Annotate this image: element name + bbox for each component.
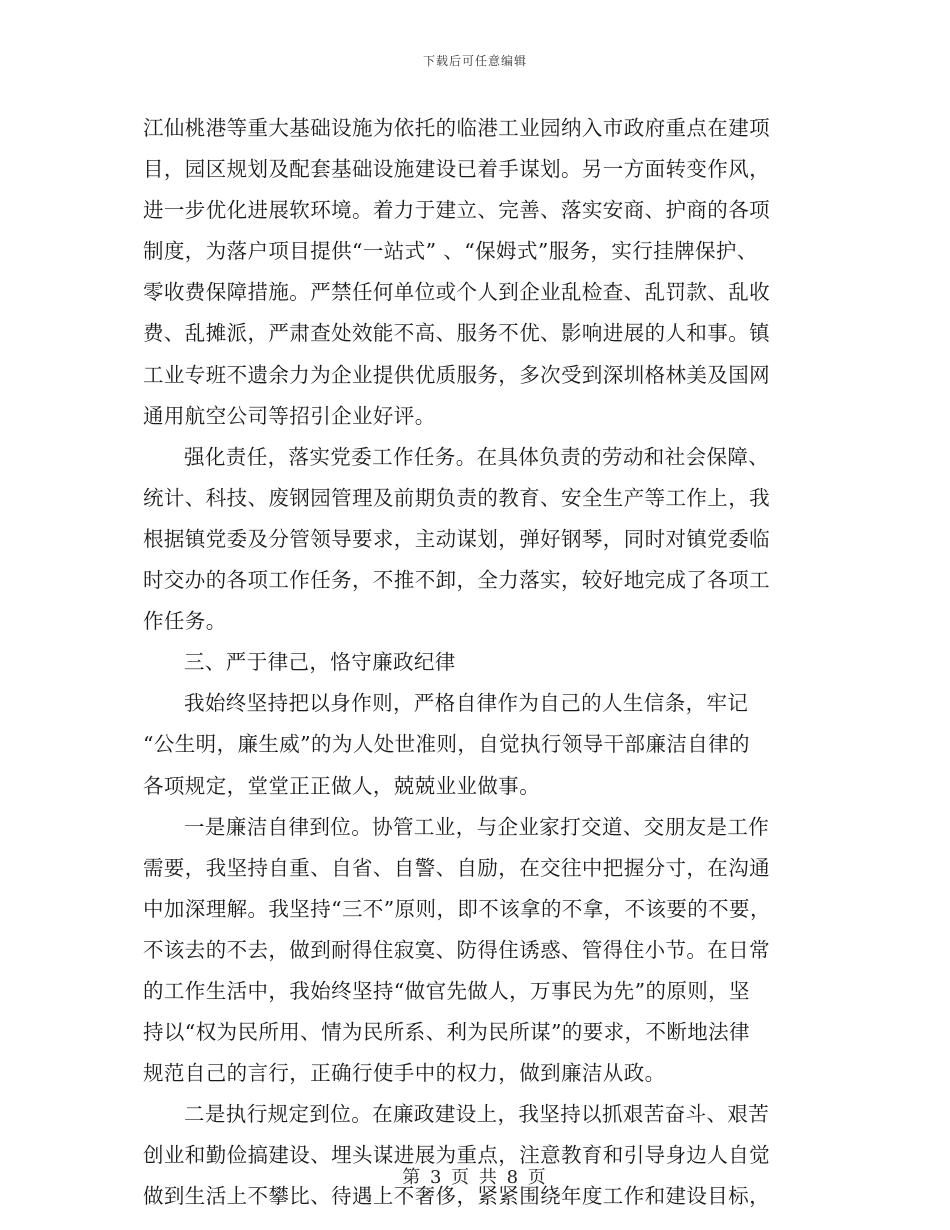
paragraph-start-line: 我始终坚持把以身作则，严格自律作为自己的人生信条，牢记 [184,691,749,716]
document-body [143,108,813,1218]
text-line: 目，园区规划及配套基础设施建设已着手谋划。另一方面转变作风， [143,157,770,182]
text-line: 的工作生活中，我始终坚持“做官先做人，万事民为先”的原则，坚 [143,978,750,1003]
text-line: 规范自己的言行，正确行使手中的权力，做到廉洁从政。 [143,1061,666,1086]
text-line: 做到生活上不攀比、待遇上不奢侈，紧紧围绕年度工作和建设目标， [143,1184,770,1209]
text-line: 进一步优化进展软环境。着力于建立、完善、落实安商、护商的各项 [143,198,770,223]
text-line: 费、乱摊派，严肃查处效能不高、服务不优、影响进展的人和事。镇 [143,321,770,346]
text-line: 根据镇党委及分管领导要求，主动谋划，弹好钢琴，同时对镇党委临 [143,526,770,551]
text-line: 持以“权为民所用、情为民所系、利为民所谋”的要求，不断地法律 [143,1020,750,1045]
text-line: 通用航空公司等招引企业好评。 [143,403,436,428]
text-line: 江仙桃港等重大基础设施为依托的临港工业园纳入市政府重点在建项 [143,116,770,140]
text-line: 作任务。 [143,609,227,634]
paragraph-start-line: 一是廉洁自律到位。协管工业，与企业家打交道、交朋友是工作 [184,814,770,839]
paragraph-start-line: 强化责任，落实党委工作任务。在具体负责的劳动和社会保障、 [184,444,770,469]
section-heading: 三、严于律己，恪守廉政纪律 [184,650,456,675]
text-line: 零收费保障措施。严禁任何单位或个人到企业乱检查、乱罚款、乱收 [143,280,770,305]
page-header-note: 下载后可任意编辑 [422,54,527,68]
text-line: 需要，我坚持自重、自省、自警、自励，在交往中把握分寸，在沟通 [143,855,770,880]
page-number: 第 3 页 共 8 页 [402,1167,548,1188]
text-line: “公生明，廉生威”的为人处世准则，自觉执行领导干部廉洁自律的 [143,732,750,757]
text-line: 统计、科技、废钢园管理及前期负责的教育、安全生产等工作上，我 [143,485,770,510]
paragraph-start-line: 二是执行规定到位。在廉政建设上，我坚持以抓艰苦奋斗、艰苦 [184,1102,770,1127]
text-line: 不该去的不去，做到耐得住寂寞、防得住诱惑、管得住小节。在日常 [143,937,770,962]
text-line: 制度，为落户项目提供“一站式” 、“保姆式”服务，实行挂牌保护、 [143,239,758,264]
text-line: 工业专班不遗余力为企业提供优质服务，多次受到深圳格林美及国网 [143,362,770,387]
text-line: 中加深理解。我坚持“三不”原则，即不该拿的不拿，不该要的不要， [143,896,771,921]
text-line: 时交办的各项工作任务，不推不卸，全力落实，较好地完成了各项工 [143,568,770,593]
text-line: 创业和勤俭搞建设、埋头谋进展为重点，注意教育和引导身边人自觉 [143,1143,770,1168]
text-line: 各项规定，堂堂正正做人，兢兢业业做事。 [143,773,541,798]
